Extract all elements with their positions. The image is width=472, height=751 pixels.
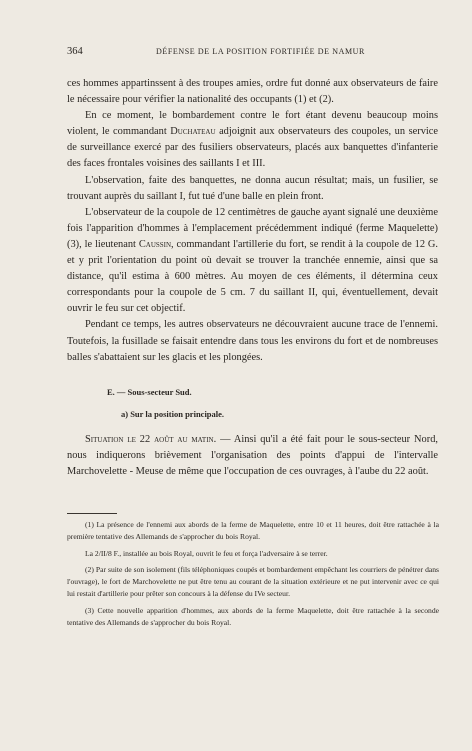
subsection-heading: a) Sur la position principale.	[121, 408, 225, 419]
page-header	[67, 46, 438, 60]
footnote-1-continued: La 2/II/8 F., installée au bois Royal, ouvrit le feu et força l'adversaire à se terrer.	[85, 548, 328, 558]
footnotes	[67, 519, 439, 628]
running-title: DÉFENSE DE LA POSITION FORTIFIÉE DE NAMUR	[155, 47, 365, 56]
page-number: 364	[67, 46, 83, 57]
paragraph-1: ces hommes appartinssent à des troupes amies, ordre fut donné aux observateurs de faire le nécessaire pour vérifier la nationalité des occupants (1) et (2).	[67, 78, 438, 106]
footnote-2: (2) Par suite de son isolement (fils téléphoniques coupés et bombardement empêchant les courriers de pénétrer dans l'ouvrage), le fort de Marchovelette ne put être tenu au courant de la situation extérieure et ne put intervenir avec ce qui lui restait d'artillerie pour prêter son concours à la défense du IVe secteur.	[67, 565, 439, 598]
paragraph-2-part-b: adjoignit aux observateurs des coupoles, un service de surveillance exercé par des fusiliers observateurs, placés aux banquettes d'infanterie des faces frontales voisines des saillants I et III.	[67, 126, 438, 170]
footnote-3: (3) Cette nouvelle apparition d'hommes, aux abords de la ferme Maquelette, doit être rattachée à la seconde tentative des Allemands de s'approcher du bois Royal.	[67, 605, 439, 627]
paragraph-4-part-b: , commandant l'artillerie du fort, se rendit à la coupole de 12 G. et y prit l'orientation du point où devait se trouver la tranchée ennemie, ainsi que sa distance, qu'il estima à 600 mètres. Au moyen de ces éléments, il détermina ceux correspondants pour la coupole de 5 cm. 7 du saillant II, qui, éventuellement, devait ouvrir le feu sur cet objectif.	[67, 238, 438, 315]
paragraph-5: Pendant ce temps, les autres observateurs ne découvraient aucune trace de l'ennemi. Toutefois, la fusillade se faisait entendre dans tous les environs du fort et de nombreuses balles s'abattaient sur les glacis et les plongées.	[67, 319, 438, 363]
paragraph-6-lead: Situation le 22 août au matin.	[85, 433, 217, 445]
section-heading: E. — Sous-secteur Sud.	[107, 386, 192, 397]
footnote-rule	[67, 513, 117, 514]
paragraph-6-rest: — Ainsi qu'il a été fait pour le sous-secteur Nord, nous indiquerons brièvement l'organisation des points d'appui de l'intervalle Marchovelette - Meuse de même que l'occupation de ces ouvrages, à l'aube du 22 août.	[67, 433, 438, 478]
main-text	[67, 76, 438, 480]
paragraph-4	[67, 205, 438, 318]
paragraph-6	[67, 432, 438, 480]
person-name-duchateau: Duchateau	[170, 126, 216, 138]
paragraph-4-part-a: L'observateur de la coupole de 12 centimètres de gauche ayant signalé une deuxième fois l'apparition d'hommes à l'emplacement précédemment indiqué (ferme Maquelette) (3), le lieutenant	[67, 206, 438, 250]
paragraph-2-part-a: En ce moment, le bombardement contre le fort étant devenu beaucoup moins violent, le commandant	[67, 110, 438, 138]
paragraph-3: L'observation, faite des banquettes, ne donna aucun résultat; mais, un fusilier, se trouvant auprès du saillant I, fut tué d'une balle en plein front.	[67, 174, 438, 202]
paragraph-2	[67, 108, 438, 172]
person-name-caussin: Caussin	[138, 238, 172, 250]
footnote-1: (1) La présence de l'ennemi aux abords de la ferme de Maquelette, entre 10 et 11 heures, doit être rattachée à la première tentative des Allemands de s'approcher du bois Royal.	[67, 520, 439, 541]
